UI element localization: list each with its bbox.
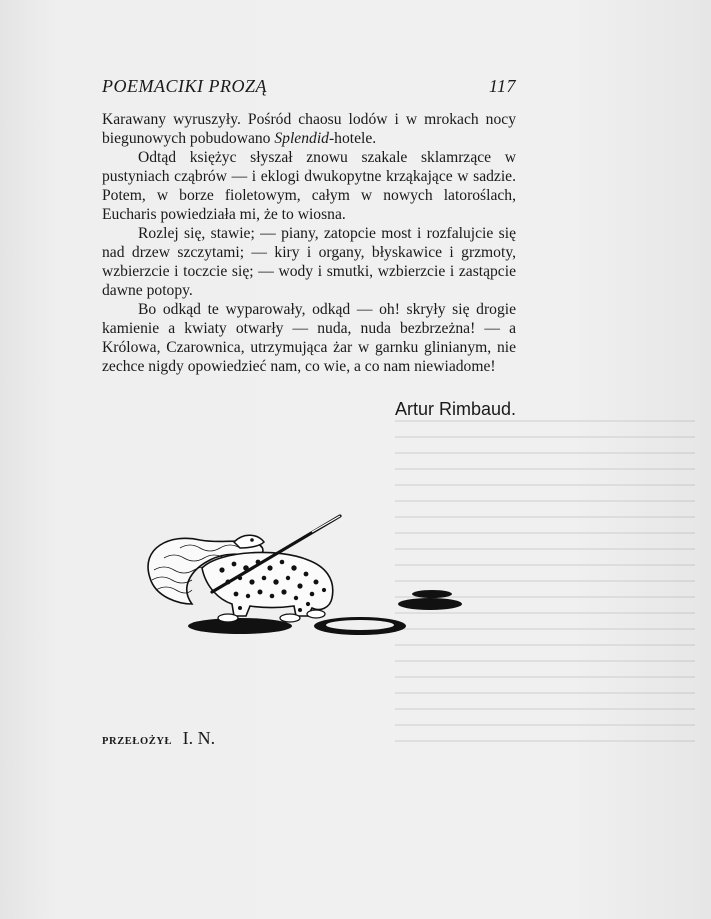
poem-text xyxy=(102,110,516,376)
translator-label: PRZEŁOŻYŁ xyxy=(102,736,173,747)
emphasis-splendid: Splendid xyxy=(274,130,329,147)
page-title: POEMACIKI PROZĄ xyxy=(102,76,267,96)
paragraph-2: Odtąd księżyc słyszał znowu szakale sklamrzące w pustyniach cząbrów — i eklogi dwukopytne krząkające w sadzie. Potem, w borze fioletowym, całym w nowych latoroślach, Eucharis powiedziała mi, że to wiosna. xyxy=(102,149,516,223)
paragraph-1: Karawany wyruszyły. Pośród chaosu lodów i w mrokach nocy biegunowych pobudowano Splendid-hotele. xyxy=(102,111,516,147)
leopard-vignette-illustration xyxy=(140,508,480,648)
translator-name: I. N. xyxy=(182,728,216,748)
paragraph-3: Rozlej się, stawie; — piany, zatopcie most i rozfalujcie się nad drzew szczytami; — kiry i organy, błyskawice i grzmoty, wzbierzcie i toczcie się; — wody i smutki, wzbierzcie i zastąpcie dawne potopy. xyxy=(102,225,516,299)
running-head xyxy=(102,76,516,97)
paragraph-4: Bo odkąd te wyparowały, odkąd — oh! skryły się drogie kamienie a kwiaty otwarły — nuda, nuda bezbrzeżna! — a Królowa, Czarownica, utrzymująca żar w garnku glinianym, nie zechce nigdy opowiedzieć nam, co wie, a co nam niewiadome! xyxy=(102,301,516,375)
page-number: 117 xyxy=(488,76,516,96)
author-signature: Artur Rimbaud. xyxy=(394,399,516,419)
translator-credit xyxy=(102,728,215,749)
